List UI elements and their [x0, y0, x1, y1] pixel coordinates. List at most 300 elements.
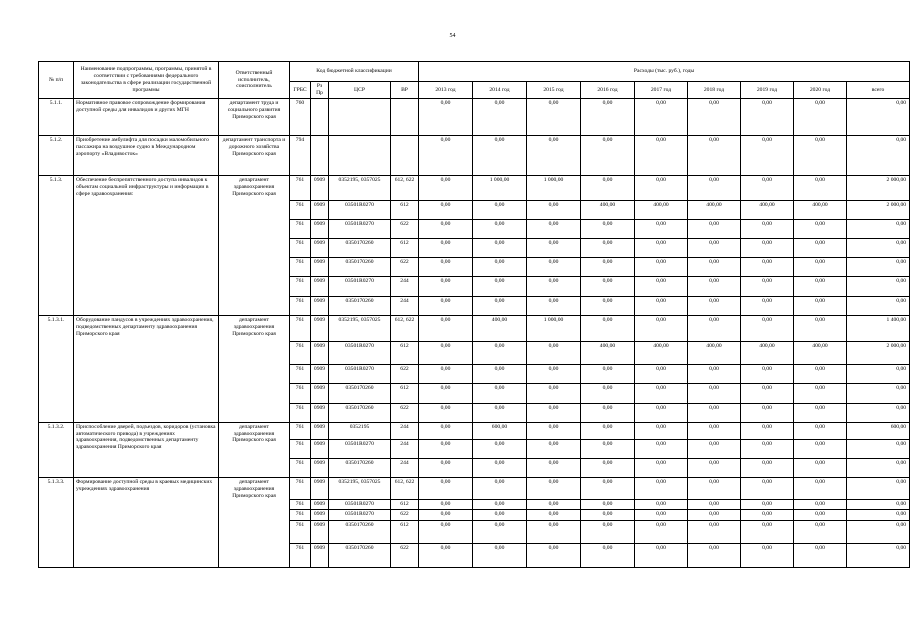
vr-cell: 622: [391, 219, 419, 238]
year-value-cell: 0,00: [419, 544, 473, 568]
year-value-cell: 0,00: [419, 175, 473, 200]
total-cell: 0,00: [847, 403, 910, 422]
year-value-cell: 0,00: [419, 239, 473, 258]
total-cell: 0,00: [847, 439, 910, 458]
year-value-cell: 0,00: [527, 341, 581, 365]
year-value-cell: 0,00: [473, 239, 527, 258]
year-value-cell: 0,00: [473, 365, 527, 384]
csr-cell: 03501R0270: [329, 365, 391, 384]
row-name: Обеспечение беспрепятственного доступа инвалидов к объектам социальной инфраструктуры и информации в сфере здравоохранения:: [74, 175, 219, 315]
header-year: 2018 год: [688, 82, 741, 99]
year-value-cell: 0,00: [581, 219, 635, 238]
year-value-cell: 0,00: [527, 384, 581, 403]
year-value-cell: 0,00: [527, 219, 581, 238]
year-value-cell: 0,00: [527, 258, 581, 277]
row-responsible: департамент здравоохранения Приморского края: [219, 175, 290, 315]
rzpr-cell: 0909: [311, 258, 329, 277]
csr-cell: 0350170260: [329, 296, 391, 315]
table-row: [39, 136, 910, 176]
year-value-cell: 0,00: [527, 459, 581, 478]
csr-cell: [329, 136, 391, 176]
year-value-cell: 0,00: [635, 510, 688, 520]
year-value-cell: 0,00: [473, 277, 527, 296]
csr-cell: [329, 99, 391, 136]
year-value-cell: 0,00: [688, 296, 741, 315]
year-value-cell: 0,00: [527, 277, 581, 296]
year-value-cell: 0,00: [635, 403, 688, 422]
year-value-cell: 0,00: [741, 403, 794, 422]
table-row: [39, 175, 910, 200]
grbs-cell: 761: [290, 219, 311, 238]
year-value-cell: 0,00: [527, 239, 581, 258]
year-value-cell: 1 000,00: [473, 175, 527, 200]
header-year: 2020 год: [794, 82, 847, 99]
vr-cell: 244: [391, 459, 419, 478]
year-value-cell: 0,00: [635, 520, 688, 544]
rzpr-cell: 0909: [311, 175, 329, 200]
year-value-cell: 0,00: [581, 520, 635, 544]
rzpr-cell: 0909: [311, 478, 329, 499]
vr-cell: 244: [391, 277, 419, 296]
year-value-cell: 0,00: [419, 422, 473, 439]
year-value-cell: 0,00: [419, 258, 473, 277]
year-value-cell: 0,00: [419, 136, 473, 176]
year-value-cell: 0,00: [741, 478, 794, 499]
year-value-cell: 0,00: [688, 99, 741, 136]
year-value-cell: 0,00: [419, 478, 473, 499]
year-value-cell: 0,00: [794, 422, 847, 439]
year-value-cell: 0,00: [635, 544, 688, 568]
year-value-cell: 0,00: [527, 365, 581, 384]
year-value-cell: 0,00: [741, 520, 794, 544]
grbs-cell: 761: [290, 439, 311, 458]
year-value-cell: 0,00: [473, 341, 527, 365]
year-value-cell: 0,00: [635, 296, 688, 315]
year-value-cell: 0,00: [581, 136, 635, 176]
year-value-cell: 0,00: [419, 499, 473, 509]
header-vr: ВР: [391, 82, 419, 99]
rzpr-cell: 0909: [311, 315, 329, 341]
csr-cell: 0350170260: [329, 459, 391, 478]
rzpr-cell: 0909: [311, 510, 329, 520]
row-number: 5.1.1.: [39, 99, 74, 136]
year-value-cell: 0,00: [635, 478, 688, 499]
year-value-cell: 0,00: [581, 478, 635, 499]
table-row: [39, 99, 910, 136]
rzpr-cell: [311, 136, 329, 176]
table-row: [39, 315, 910, 341]
year-value-cell: 0,00: [473, 258, 527, 277]
grbs-cell: 761: [290, 175, 311, 200]
header-expenses: Расходы (тыс. руб.), годы: [419, 62, 910, 82]
grbs-cell: 761: [290, 384, 311, 403]
rzpr-cell: 0909: [311, 520, 329, 544]
year-value-cell: 0,00: [473, 296, 527, 315]
year-value-cell: 0,00: [635, 219, 688, 238]
year-value-cell: 400,00: [794, 341, 847, 365]
row-name: Формирование доступной среды в краевых медицинских учреждениях здравоохранения: [74, 478, 219, 568]
year-value-cell: 0,00: [581, 175, 635, 200]
year-value-cell: 0,00: [419, 219, 473, 238]
year-value-cell: 0,00: [419, 99, 473, 136]
year-value-cell: 0,00: [794, 510, 847, 520]
year-value-cell: 0,00: [688, 384, 741, 403]
csr-cell: 0350170260: [329, 384, 391, 403]
grbs-cell: 761: [290, 258, 311, 277]
rzpr-cell: 0909: [311, 296, 329, 315]
year-value-cell: 400,00: [688, 341, 741, 365]
year-value-cell: 400,00: [741, 200, 794, 219]
csr-cell: 0352195: [329, 422, 391, 439]
header-year: 2014 год: [473, 82, 527, 99]
year-value-cell: 0,00: [635, 277, 688, 296]
vr-cell: 612: [391, 384, 419, 403]
row-responsible: департамент здравоохранения Приморского края: [219, 478, 290, 568]
year-value-cell: 0,00: [527, 136, 581, 176]
year-value-cell: 0,00: [635, 136, 688, 176]
grbs-cell: 760: [290, 99, 311, 136]
year-value-cell: 0,00: [794, 365, 847, 384]
year-value-cell: 0,00: [794, 296, 847, 315]
year-value-cell: 0,00: [473, 219, 527, 238]
year-value-cell: 400,00: [581, 200, 635, 219]
csr-cell: 03501R0270: [329, 510, 391, 520]
total-cell: 600,00: [847, 422, 910, 439]
rzpr-cell: 0909: [311, 459, 329, 478]
header-csr: ЦСР: [329, 82, 391, 99]
year-value-cell: 0,00: [473, 403, 527, 422]
total-cell: 0,00: [847, 258, 910, 277]
year-value-cell: 0,00: [688, 175, 741, 200]
year-value-cell: 0,00: [741, 277, 794, 296]
year-value-cell: 0,00: [741, 99, 794, 136]
year-value-cell: 0,00: [688, 520, 741, 544]
csr-cell: 0350170260: [329, 403, 391, 422]
year-value-cell: 400,00: [794, 200, 847, 219]
year-value-cell: 0,00: [635, 384, 688, 403]
grbs-cell: 761: [290, 544, 311, 568]
vr-cell: 622: [391, 544, 419, 568]
year-value-cell: 0,00: [527, 478, 581, 499]
year-value-cell: 0,00: [581, 296, 635, 315]
year-value-cell: 0,00: [635, 239, 688, 258]
year-value-cell: 400,00: [635, 200, 688, 219]
total-cell: 0,00: [847, 384, 910, 403]
header-year: 2019 год: [741, 82, 794, 99]
rzpr-cell: 0909: [311, 200, 329, 219]
year-value-cell: 0,00: [419, 403, 473, 422]
total-cell: 0,00: [847, 499, 910, 509]
csr-cell: 03501R0270: [329, 219, 391, 238]
year-value-cell: 0,00: [688, 422, 741, 439]
year-value-cell: 0,00: [473, 520, 527, 544]
vr-cell: 612: [391, 200, 419, 219]
row-name: Приобретение амбулифта для посадки маломобильного пассажира на воздушное судно в Международном аэропорту «Владивосток»: [74, 136, 219, 176]
row-responsible: департамент здравоохранения Приморского края: [219, 422, 290, 478]
csr-cell: 0352195, 0357025: [329, 175, 391, 200]
header-row-1: [39, 62, 910, 82]
year-value-cell: 0,00: [419, 277, 473, 296]
year-value-cell: 0,00: [741, 459, 794, 478]
total-cell: 2 000,00: [847, 200, 910, 219]
year-value-cell: 0,00: [688, 365, 741, 384]
csr-cell: 0350170260: [329, 520, 391, 544]
year-value-cell: 0,00: [741, 544, 794, 568]
year-value-cell: 1 000,00: [527, 175, 581, 200]
year-value-cell: 0,00: [635, 175, 688, 200]
rzpr-cell: 0909: [311, 219, 329, 238]
vr-cell: 244: [391, 296, 419, 315]
header-year: 2015 год: [527, 82, 581, 99]
year-value-cell: 1 000,00: [527, 315, 581, 341]
year-value-cell: 400,00: [581, 341, 635, 365]
year-value-cell: 0,00: [794, 99, 847, 136]
year-value-cell: 0,00: [741, 315, 794, 341]
year-value-cell: 0,00: [527, 403, 581, 422]
year-value-cell: 0,00: [635, 439, 688, 458]
year-value-cell: 0,00: [741, 296, 794, 315]
year-value-cell: 0,00: [581, 403, 635, 422]
vr-cell: 612, 622: [391, 478, 419, 499]
total-cell: 0,00: [847, 520, 910, 544]
year-value-cell: 0,00: [635, 499, 688, 509]
year-value-cell: 0,00: [581, 99, 635, 136]
year-value-cell: 0,00: [688, 136, 741, 176]
vr-cell: 612: [391, 499, 419, 509]
year-value-cell: 0,00: [473, 200, 527, 219]
csr-cell: 0350170260: [329, 544, 391, 568]
year-value-cell: 400,00: [635, 341, 688, 365]
year-value-cell: 600,00: [473, 422, 527, 439]
year-value-cell: 0,00: [581, 422, 635, 439]
row-name: Приспособление дверей, подъездов, коридоров (установка автоматического привода) в учреждениях здравоохранения, подведомственных департаменту здравоохранения Приморского края: [74, 422, 219, 478]
year-value-cell: 0,00: [741, 422, 794, 439]
year-value-cell: 0,00: [581, 365, 635, 384]
rzpr-cell: 0909: [311, 341, 329, 365]
row-responsible: департамент здравоохранения Приморского края: [219, 315, 290, 422]
csr-cell: 0350170260: [329, 239, 391, 258]
year-value-cell: 0,00: [473, 384, 527, 403]
year-value-cell: 0,00: [635, 315, 688, 341]
grbs-cell: 761: [290, 341, 311, 365]
year-value-cell: 0,00: [419, 520, 473, 544]
grbs-cell: 761: [290, 296, 311, 315]
rzpr-cell: 0909: [311, 277, 329, 296]
total-cell: 0,00: [847, 459, 910, 478]
vr-cell: [391, 136, 419, 176]
year-value-cell: 0,00: [635, 422, 688, 439]
header-name: Наименование подпрограммы, программы, принятой в соответствии с требованиями федерального законодательства в сфере реализации государственной программы: [74, 62, 219, 99]
year-value-cell: 0,00: [581, 510, 635, 520]
year-value-cell: 0,00: [794, 258, 847, 277]
year-value-cell: 0,00: [794, 459, 847, 478]
csr-cell: 03501R0270: [329, 341, 391, 365]
grbs-cell: 761: [290, 499, 311, 509]
total-cell: 0,00: [847, 296, 910, 315]
year-value-cell: 0,00: [527, 99, 581, 136]
table-body: [39, 99, 910, 568]
grbs-cell: 761: [290, 200, 311, 219]
year-value-cell: 0,00: [419, 459, 473, 478]
year-value-cell: 400,00: [688, 200, 741, 219]
year-value-cell: 0,00: [794, 499, 847, 509]
year-value-cell: 0,00: [473, 459, 527, 478]
rzpr-cell: [311, 99, 329, 136]
year-value-cell: 0,00: [419, 439, 473, 458]
grbs-cell: 761: [290, 239, 311, 258]
year-value-cell: 0,00: [473, 510, 527, 520]
year-value-cell: 0,00: [794, 544, 847, 568]
grbs-cell: 761: [290, 520, 311, 544]
vr-cell: 244: [391, 422, 419, 439]
year-value-cell: 0,00: [419, 315, 473, 341]
year-value-cell: 0,00: [688, 239, 741, 258]
year-value-cell: 0,00: [419, 341, 473, 365]
vr-cell: 622: [391, 258, 419, 277]
year-value-cell: 0,00: [419, 365, 473, 384]
grbs-cell: 761: [290, 510, 311, 520]
year-value-cell: 0,00: [581, 439, 635, 458]
total-cell: 2 000,00: [847, 341, 910, 365]
row-number: 5.1.3.1.: [39, 315, 74, 422]
total-cell: 0,00: [847, 239, 910, 258]
year-value-cell: 0,00: [794, 175, 847, 200]
year-value-cell: 0,00: [581, 384, 635, 403]
year-value-cell: 0,00: [581, 459, 635, 478]
grbs-cell: 761: [290, 365, 311, 384]
year-value-cell: 0,00: [794, 315, 847, 341]
year-value-cell: 0,00: [794, 520, 847, 544]
year-value-cell: 0,00: [794, 384, 847, 403]
year-value-cell: 0,00: [635, 99, 688, 136]
row-name: Оборудование пандусов в учреждениях здравоохранения, подведомственных департаменту здравоохранения Приморского края: [74, 315, 219, 422]
year-value-cell: 0,00: [419, 384, 473, 403]
year-value-cell: 0,00: [741, 219, 794, 238]
rzpr-cell: 0909: [311, 422, 329, 439]
csr-cell: 0350170260: [329, 258, 391, 277]
year-value-cell: 0,00: [419, 296, 473, 315]
vr-cell: 622: [391, 403, 419, 422]
row-number: 5.1.3.3.: [39, 478, 74, 568]
grbs-cell: 761: [290, 459, 311, 478]
year-value-cell: 0,00: [527, 544, 581, 568]
year-value-cell: 0,00: [794, 403, 847, 422]
rzpr-cell: 0909: [311, 365, 329, 384]
total-cell: 0,00: [847, 136, 910, 176]
year-value-cell: 0,00: [741, 239, 794, 258]
year-value-cell: 0,00: [527, 499, 581, 509]
year-value-cell: 0,00: [688, 258, 741, 277]
vr-cell: 244: [391, 439, 419, 458]
year-value-cell: 0,00: [527, 510, 581, 520]
year-value-cell: 0,00: [419, 510, 473, 520]
year-value-cell: 0,00: [688, 459, 741, 478]
grbs-cell: 761: [290, 277, 311, 296]
total-cell: 0,00: [847, 277, 910, 296]
header-year: 2016 год: [581, 82, 635, 99]
rzpr-cell: 0909: [311, 239, 329, 258]
rzpr-cell: 0909: [311, 439, 329, 458]
year-value-cell: 0,00: [581, 258, 635, 277]
year-value-cell: 0,00: [473, 478, 527, 499]
year-value-cell: 0,00: [419, 200, 473, 219]
csr-cell: 0352195, 0357025: [329, 478, 391, 499]
year-value-cell: 0,00: [741, 499, 794, 509]
vr-cell: 612: [391, 341, 419, 365]
csr-cell: 0352195, 0357025: [329, 315, 391, 341]
year-value-cell: 0,00: [688, 219, 741, 238]
year-value-cell: 0,00: [527, 439, 581, 458]
grbs-cell: 761: [290, 478, 311, 499]
year-value-cell: 0,00: [741, 384, 794, 403]
row-responsible: департамент труда и социального развития Приморского края: [219, 99, 290, 136]
year-value-cell: 0,00: [688, 315, 741, 341]
year-value-cell: 0,00: [688, 544, 741, 568]
year-value-cell: 0,00: [527, 520, 581, 544]
rzpr-cell: 0909: [311, 544, 329, 568]
year-value-cell: 400,00: [473, 315, 527, 341]
year-value-cell: 0,00: [688, 439, 741, 458]
csr-cell: 03501R0270: [329, 200, 391, 219]
rzpr-cell: 0909: [311, 384, 329, 403]
header-budget-code: Код бюджетной классификации: [290, 62, 419, 82]
year-value-cell: 0,00: [473, 136, 527, 176]
header-total: всего: [847, 82, 910, 99]
year-value-cell: 0,00: [635, 365, 688, 384]
budget-table: [38, 61, 910, 568]
total-cell: 0,00: [847, 510, 910, 520]
year-value-cell: 0,00: [794, 478, 847, 499]
year-value-cell: 0,00: [741, 258, 794, 277]
year-value-cell: 0,00: [527, 296, 581, 315]
grbs-cell: 761: [290, 422, 311, 439]
header-number: № п/п: [39, 62, 74, 99]
csr-cell: 03501R0270: [329, 439, 391, 458]
year-value-cell: 0,00: [688, 510, 741, 520]
total-cell: 0,00: [847, 99, 910, 136]
vr-cell: 622: [391, 510, 419, 520]
header-year: 2017 год: [635, 82, 688, 99]
total-cell: 0,00: [847, 219, 910, 238]
year-value-cell: 0,00: [741, 439, 794, 458]
header-grbs: ГРБС: [290, 82, 311, 99]
total-cell: 2 000,00: [847, 175, 910, 200]
year-value-cell: 0,00: [741, 365, 794, 384]
vr-cell: 622: [391, 365, 419, 384]
year-value-cell: 0,00: [794, 277, 847, 296]
csr-cell: 03501R0270: [329, 277, 391, 296]
year-value-cell: 0,00: [794, 239, 847, 258]
header-year: 2013 год: [419, 82, 473, 99]
grbs-cell: 794: [290, 136, 311, 176]
year-value-cell: 0,00: [688, 499, 741, 509]
header-responsible: Ответственный исполнитель, соисполнитель: [219, 62, 290, 99]
year-value-cell: 0,00: [741, 136, 794, 176]
year-value-cell: 0,00: [688, 478, 741, 499]
year-value-cell: 0,00: [794, 136, 847, 176]
year-value-cell: 0,00: [473, 544, 527, 568]
row-name: Нормативное правовое сопровождение формирования доступной среды для инвалидов и других МГН: [74, 99, 219, 136]
year-value-cell: 0,00: [635, 459, 688, 478]
year-value-cell: 400,00: [741, 341, 794, 365]
row-number: 5.1.2.: [39, 136, 74, 176]
csr-cell: 03501R0270: [329, 499, 391, 509]
year-value-cell: 0,00: [473, 99, 527, 136]
year-value-cell: 0,00: [581, 315, 635, 341]
total-cell: 0,00: [847, 478, 910, 499]
vr-cell: 612, 622: [391, 315, 419, 341]
vr-cell: 612: [391, 520, 419, 544]
